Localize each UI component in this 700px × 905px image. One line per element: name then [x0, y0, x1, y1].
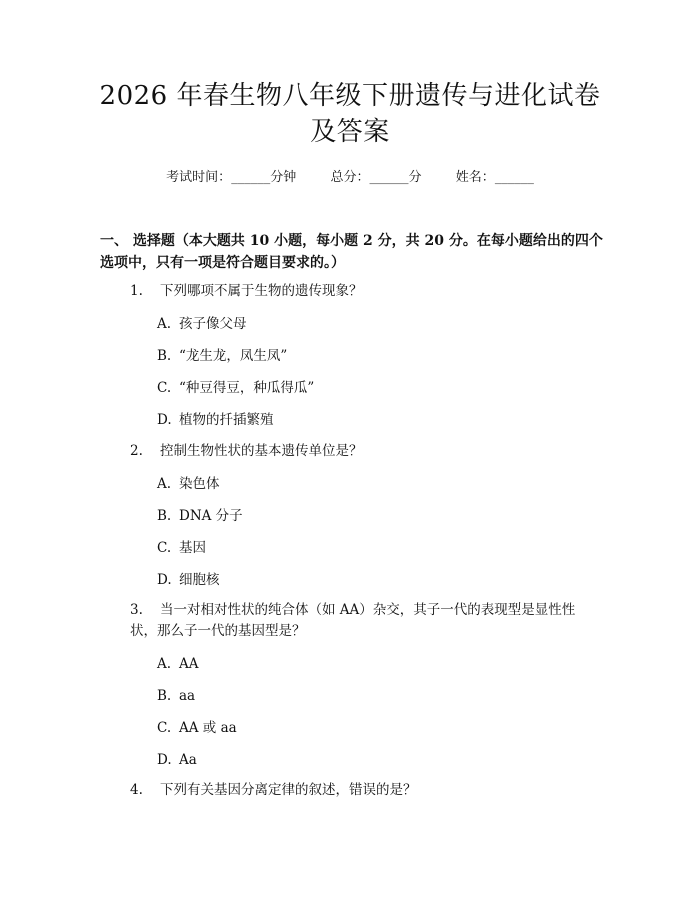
option-text: aa [179, 688, 196, 704]
option-letter: C. [157, 720, 172, 736]
option-letter: D. [157, 752, 172, 768]
option-2c [157, 538, 577, 558]
option-letter: C. [157, 380, 172, 396]
question-2 [130, 441, 600, 462]
option-text: “龙生龙，凤生凤” [179, 348, 288, 364]
option-text: AA [179, 656, 199, 672]
time-unit: 分钟 [270, 170, 297, 185]
question-text: 下列哪项不属于生物的遗传现象？ [160, 283, 363, 299]
question-number: 4. [130, 782, 143, 798]
option-2a [157, 474, 577, 494]
option-letter: D. [157, 412, 172, 428]
question-1 [130, 281, 600, 302]
option-2b [157, 506, 577, 526]
option-letter: A. [157, 316, 172, 332]
name-label: 姓名： [455, 170, 495, 185]
score-blank: ______ [369, 170, 409, 185]
exam-title: 2026 年春生物八年级下册遗传与进化试卷及答案 [99, 81, 601, 147]
option-3a [157, 654, 577, 674]
option-text: 染色体 [179, 476, 220, 492]
time-blank: ______ [231, 170, 271, 185]
option-letter: D. [157, 572, 172, 588]
time-label: 考试时间： [166, 170, 232, 185]
score-label: 总分： [330, 170, 370, 185]
option-1b [157, 346, 577, 366]
option-letter: A. [157, 476, 172, 492]
question-number: 2. [130, 443, 143, 459]
option-text: 细胞核 [179, 572, 220, 588]
option-letter: B. [157, 688, 172, 704]
option-1d [157, 410, 577, 430]
option-1c [157, 378, 577, 398]
option-3b [157, 686, 577, 706]
name-blank: ______ [494, 170, 534, 185]
option-1a [157, 314, 577, 334]
score-unit: 分 [408, 170, 422, 185]
option-2d [157, 570, 577, 590]
option-letter: C. [157, 540, 172, 556]
option-text: 植物的扦插繁殖 [179, 412, 274, 428]
question-number: 3. [130, 602, 143, 618]
question-text: 控制生物性状的基本遗传单位是？ [160, 443, 363, 459]
question-text: 下列有关基因分离定律的叙述，错误的是？ [160, 782, 417, 798]
question-text: 当一对相对性状的纯合体（如 AA）杂交，其子一代的表现型是显性性状，那么子一代的基因型是？ [130, 602, 576, 639]
option-letter: B. [157, 508, 172, 524]
option-letter: B. [157, 348, 172, 364]
option-letter: A. [157, 656, 172, 672]
question-4 [130, 780, 600, 801]
option-text: “种豆得豆，种瓜得瓜” [179, 380, 315, 396]
option-text: DNA 分子 [179, 508, 243, 524]
option-3d [157, 750, 577, 770]
question-number: 1. [130, 283, 143, 299]
exam-info-line [0, 168, 700, 188]
option-3c [157, 718, 577, 738]
option-text: 孩子像父母 [179, 316, 247, 332]
option-text: 基因 [179, 540, 206, 556]
option-text: AA 或 aa [179, 720, 237, 736]
question-3 [130, 600, 600, 642]
option-text: Aa [179, 752, 197, 768]
section-heading: 一、 选择题（本大题共 10 小题，每小题 2 分，共 20 分。在每小题给出的四个选项中，只有一项是符合题目要求的。） [100, 233, 603, 271]
